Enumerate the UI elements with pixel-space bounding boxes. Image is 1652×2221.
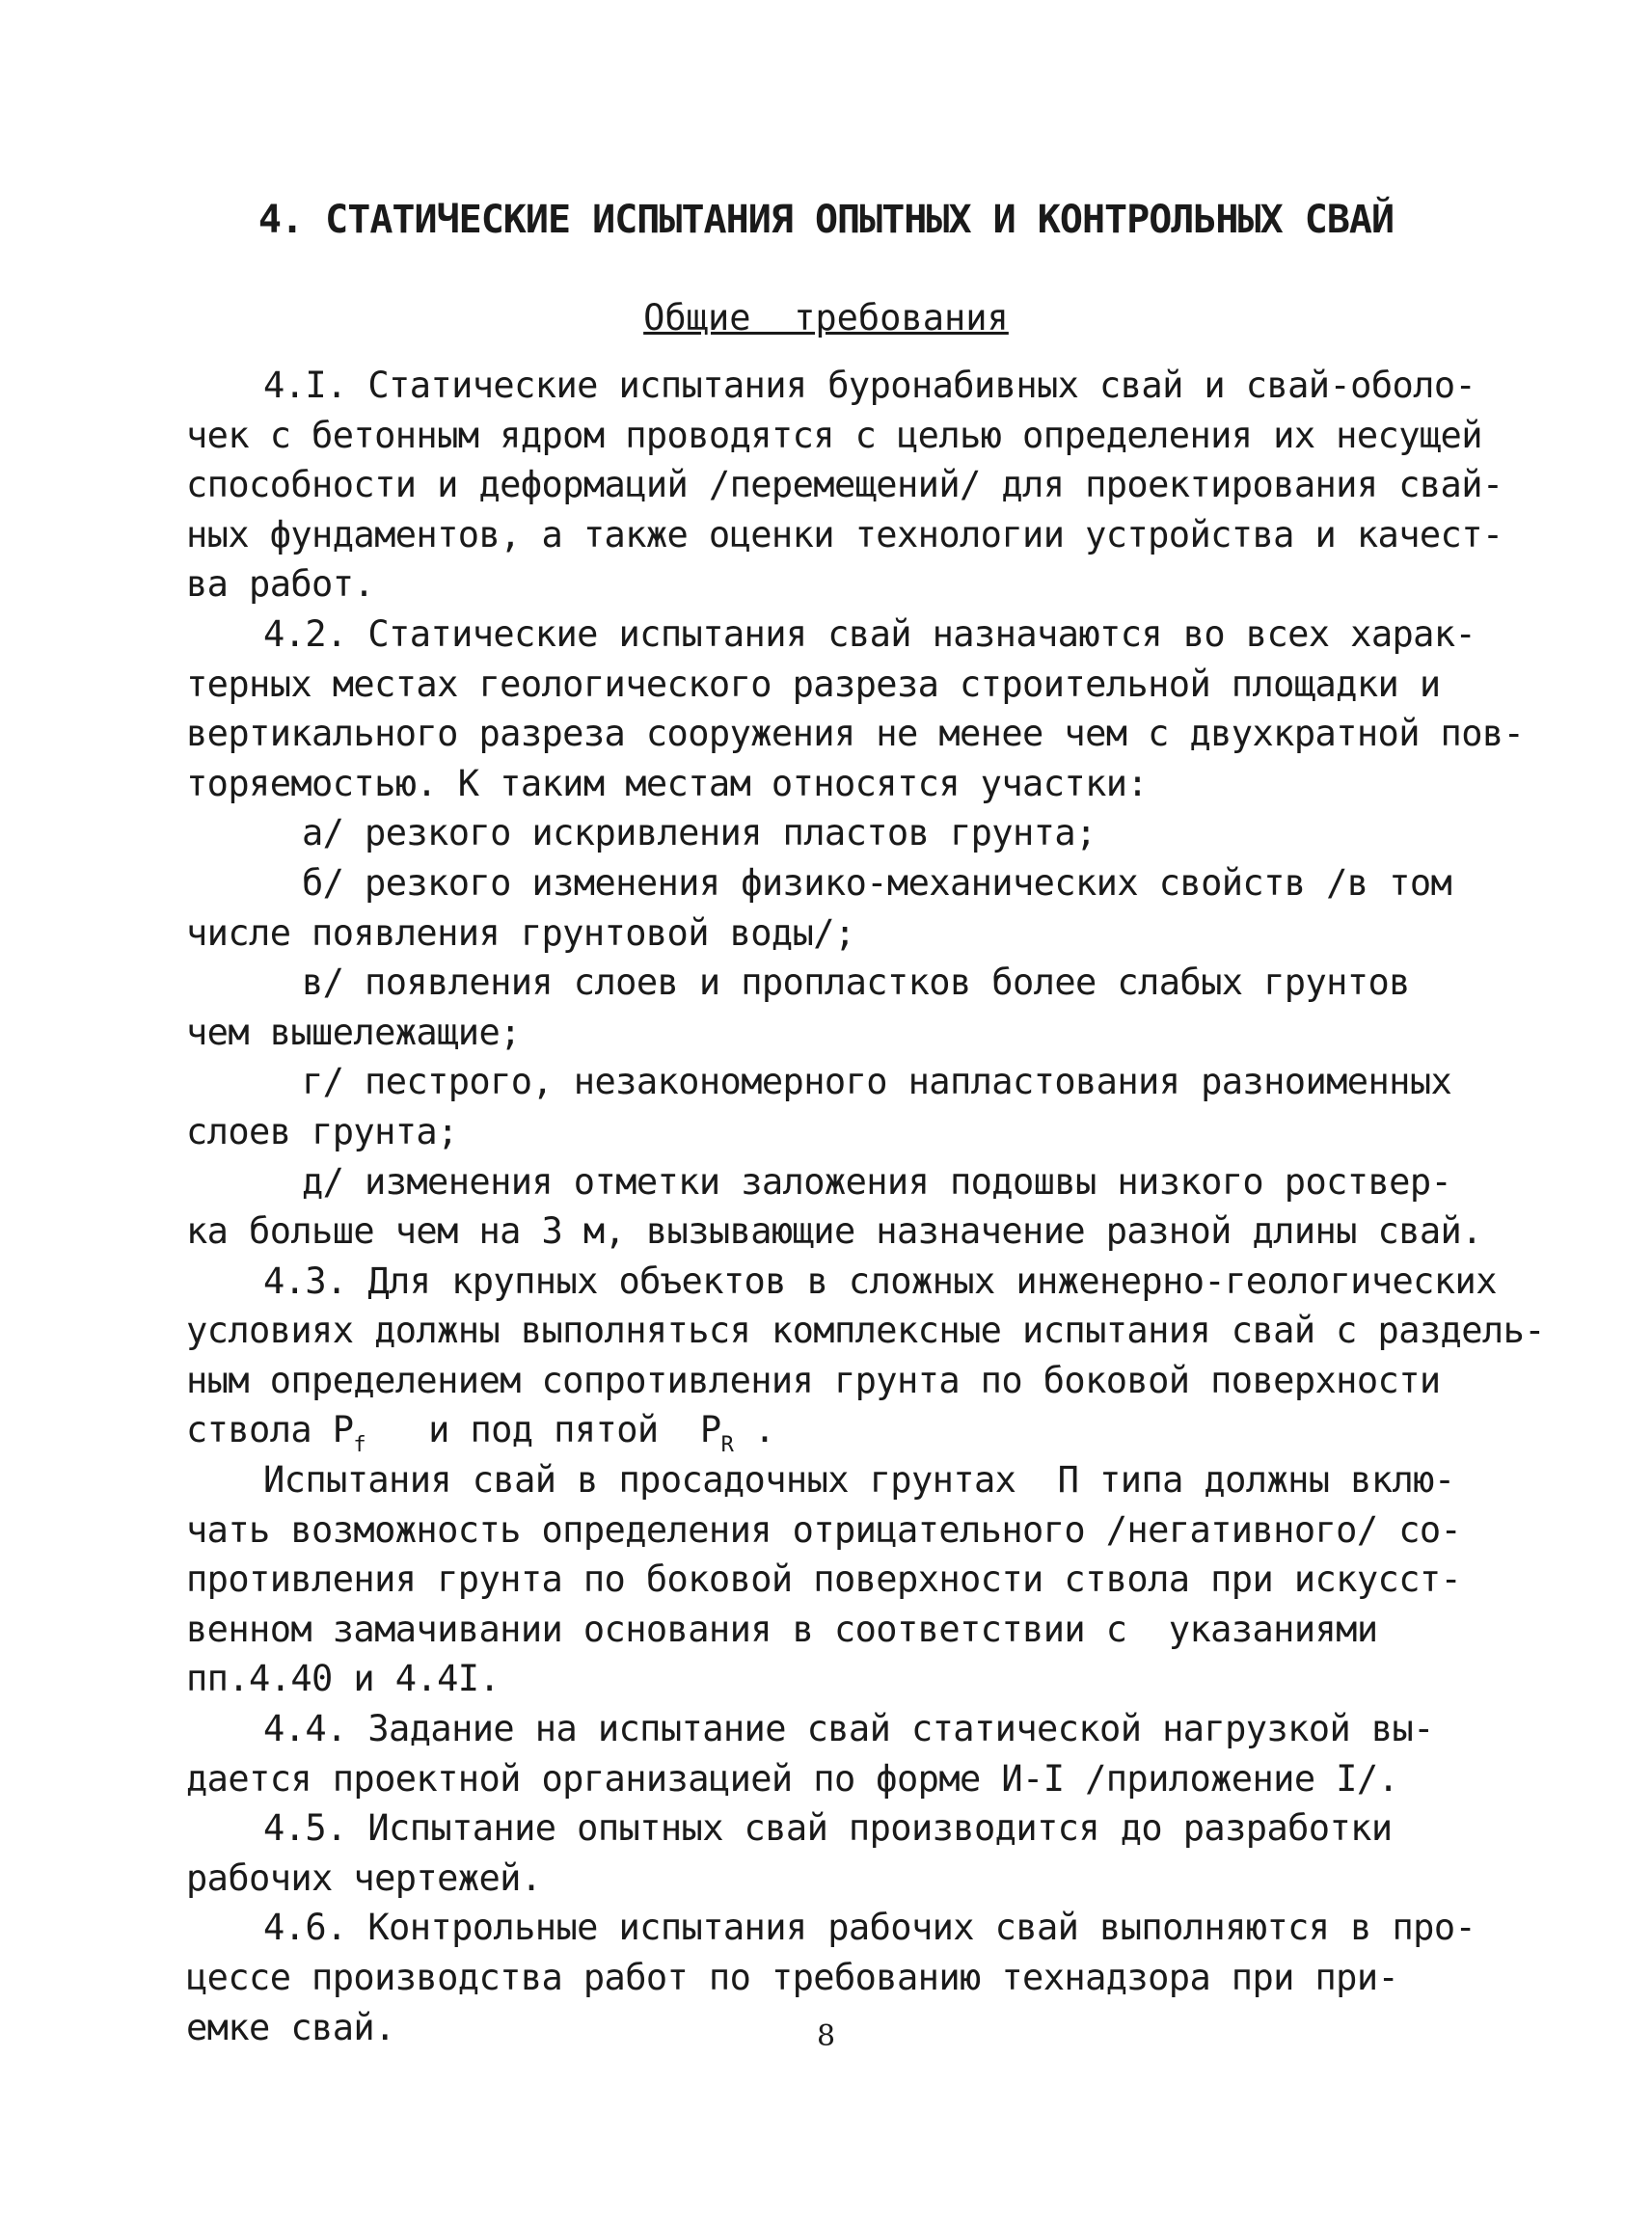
formula-text: и под пятой P	[366, 1409, 721, 1451]
text-line: пп.4.40 и 4.4I.	[186, 1658, 501, 1700]
body-text	[186, 361, 1545, 2052]
text-line: способности и деформаций /перемещений/ для проектирования свай-	[186, 464, 1503, 506]
text-line: чек с бетонным ядром проводятся с целью определения их несущей	[186, 414, 1482, 456]
text-line: емке свай.	[186, 2006, 395, 2048]
text-line: 4.6. Контрольные испытания рабочих свай выполняются в про-	[263, 1907, 1476, 1949]
text-line: 4.3. Для крупных объектов в сложных инженерно-геологических	[263, 1259, 1497, 1302]
section-title: 4. СТАТИЧЕСКИЕ ИСПЫТАНИЯ ОПЫТНЫХ И КОНТРОЛЬНЫХ СВАЙ	[257, 198, 1395, 242]
text-line: цессе производства работ по требованию технадзора при при-	[186, 1957, 1399, 1998]
text-line: слоев грунта;	[186, 1110, 458, 1152]
text-line: терных местах геологического разреза строительной площадки и	[186, 663, 1441, 705]
list-item: а/ резкого искривления пластов грунта;	[302, 812, 1097, 854]
text-line: дается проектной организацией по форме И-I /приложение I/.	[186, 1757, 1399, 1800]
subscript-r: R	[720, 1433, 734, 1458]
formula-line	[186, 1405, 1478, 1458]
text-line: вертикального разреза сооружения не менее чем с двухкратной пов-	[186, 713, 1525, 755]
text-line: Испытания свай в просадочных грунтах П типа должны вклю-	[263, 1459, 1455, 1502]
text-line: числе появления грунтовой воды/;	[186, 911, 855, 954]
list-item: б/ резкого изменения физико-механических свойств /в том	[302, 861, 1452, 904]
text-line: ных фундаментов, а также оценки технологии устройства и качест-	[186, 513, 1503, 555]
text-line: венном замачивании основания в соответствии с указаниями	[186, 1608, 1378, 1650]
text-line: ка больше чем на 3 м, вызывающие назначение разной длины свай.	[186, 1210, 1482, 1253]
text-line: 4.4. Задание на испытание свай статической нагрузкой вы-	[263, 1708, 1434, 1750]
text-line: условиях должны выполняться комплексные испытания свай с раздель-	[186, 1310, 1545, 1352]
text-line: торяемостью. К таким местам относятся участки:	[186, 762, 1149, 804]
text-line: 4.2. Статические испытания свай назначаются во всех харак-	[263, 612, 1476, 655]
text-line: ным определением сопротивления грунта по боковой поверхности	[186, 1359, 1441, 1401]
formula-text: ствола P	[186, 1409, 354, 1451]
subscript-f: f	[353, 1433, 366, 1458]
page-number: 8	[816, 2019, 836, 2053]
text-line: 4.I. Статические испытания буронабивных свай и свай-оболо-	[263, 365, 1476, 406]
list-item: г/ пестрого, незакономерного напластования разноименных	[302, 1061, 1452, 1103]
text-line: чем вышележащие;	[186, 1011, 521, 1053]
text-line: противления грунта по боковой поверхности ствола при искусст-	[186, 1558, 1462, 1601]
list-item: в/ появления слоев и пропластков более слабых грунтов	[302, 962, 1410, 1004]
text-line: 4.5. Испытание опытных свай производится до разработки	[263, 1807, 1393, 1850]
formula-text: .	[733, 1409, 775, 1451]
text-line: ва работ.	[186, 563, 375, 606]
text-line: чать возможность определения отрицательного /негативного/ со-	[186, 1508, 1462, 1551]
text-line: рабочих чертежей.	[186, 1856, 542, 1899]
section-subtitle: Общие требования	[643, 297, 1009, 339]
list-item: д/ изменения отметки заложения подошвы низкого роствер-	[302, 1160, 1452, 1203]
